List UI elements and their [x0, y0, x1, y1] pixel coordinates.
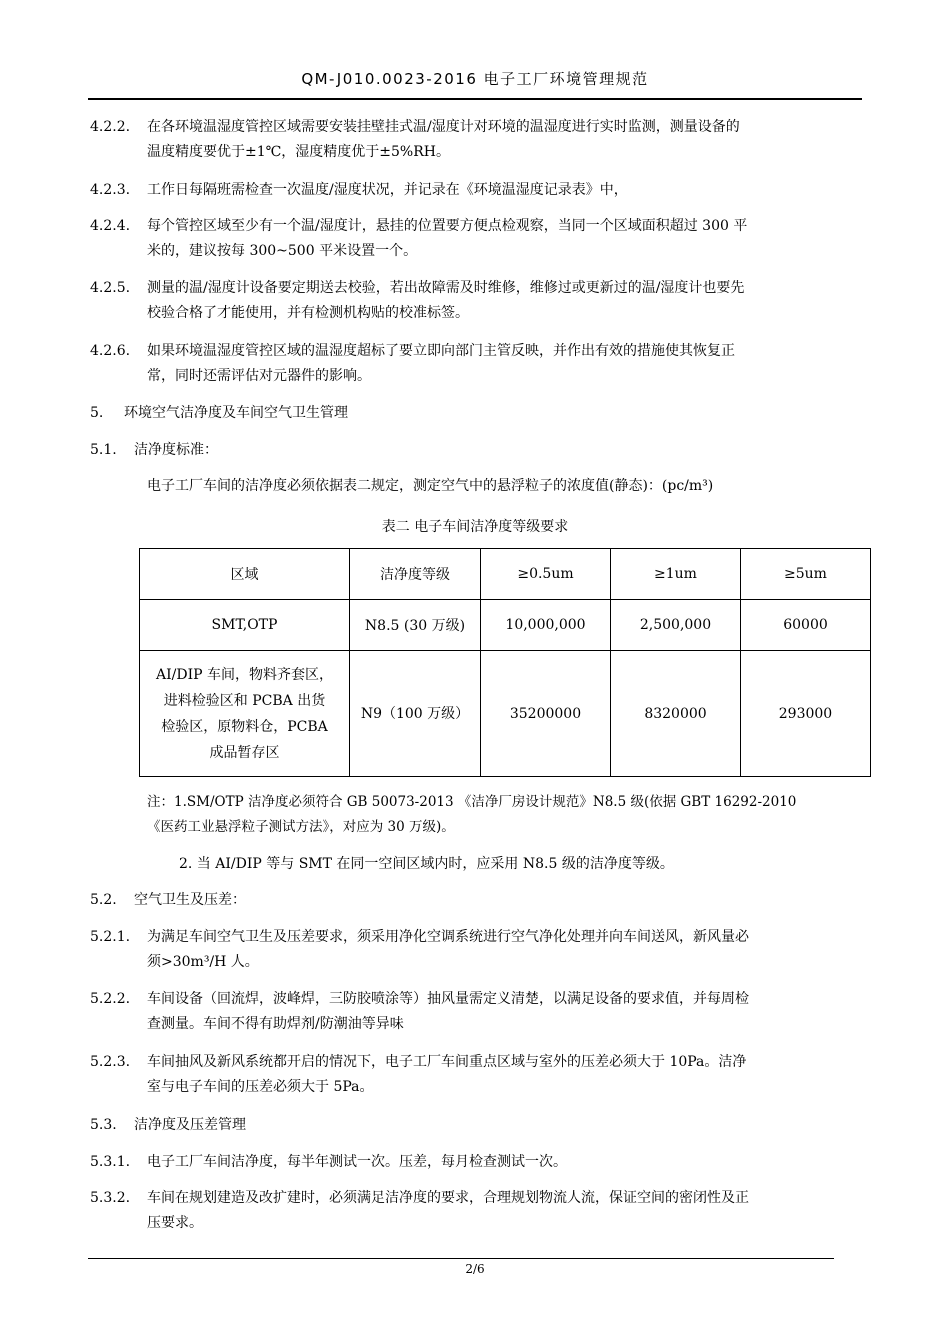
paragraph-line: 须>30m³/H 人。 — [147, 954, 259, 970]
document-title: QM-J010.0023-2016 电子工厂环境管理规范 — [301, 70, 649, 88]
paragraph-line: 每个管控区域至少有一个温/湿度计，悬挂的位置要方便点检观察，当同一个区域面积超过 300 平 — [147, 218, 748, 234]
table-header-row — [140, 549, 871, 600]
paragraph-number: 4.2.3. — [90, 182, 131, 198]
page-number: 2/6 — [465, 1262, 485, 1276]
paragraph-line: 工作日每隔班需检查一次温度/湿度状况，并记录在《环境温湿度记录表》中， — [147, 182, 628, 198]
paragraph-number: 5.2.2. — [90, 991, 131, 1007]
section-heading-5-2 — [90, 888, 862, 913]
table-header-cell: ≥5um — [741, 549, 871, 600]
header-divider — [88, 98, 862, 100]
paragraph-line: 车间在规划建造及改扩建时，必须满足洁净度的要求，合理规划物流人流，保证空间的密闭性及正 — [147, 1190, 749, 1206]
section-number: 5. — [90, 405, 104, 421]
paragraph-4-2-4 — [90, 214, 862, 264]
paragraph-line: 测量的温/湿度计设备要定期送去校验，若出故障需及时维修，维修过或更新过的温/湿度计也要先 — [147, 280, 745, 296]
section-heading-text: 环境空气洁净度及车间空气卫生管理 — [124, 405, 348, 421]
paragraph-5-3-2 — [90, 1186, 862, 1236]
footer-divider — [88, 1258, 834, 1259]
paragraph-line: 压要求。 — [147, 1215, 203, 1231]
section-number: 5.2. — [90, 892, 117, 908]
section-number: 5.1. — [90, 442, 117, 458]
table-row — [140, 651, 871, 777]
section-heading-text: 洁净度及压差管理 — [134, 1117, 246, 1133]
table-cell: 2,500,000 — [611, 600, 741, 651]
table-cell: N9（100 万级） — [350, 651, 481, 777]
paragraph-line: 车间设备（回流焊，波峰焊，三防胶喷涂等）抽风量需定义清楚，以满足设备的要求值，并每周检 — [147, 991, 749, 1007]
paragraph-line: 米的，建议按每 300~500 平米设置一个。 — [147, 243, 418, 259]
paragraph-line: 校验合格了才能使用，并有检测机构贴的校准标签。 — [147, 305, 469, 321]
paragraph-line: 电子工厂车间洁净度，每半年测试一次。压差，每月检查测试一次。 — [147, 1154, 567, 1170]
note-2: 2. 当 AI/DIP 等与 SMT 在同一空间区域内时，应采用 N8.5 级的洁净度等级。 — [179, 856, 674, 872]
table-cell: 293000 — [741, 651, 871, 777]
paragraph-line: 室与电子车间的压差必须大于 5Pa。 — [147, 1079, 374, 1095]
section-number: 5.3. — [90, 1117, 117, 1133]
table-header-cell: 洁净度等级 — [350, 549, 481, 600]
paragraph-5-2-1 — [90, 925, 862, 975]
paragraph-line: 常，同时还需评估对元器件的影响。 — [147, 368, 371, 384]
paragraph-number: 4.2.4. — [90, 218, 131, 234]
section-heading-text: 洁净度标准： — [134, 442, 218, 458]
paragraph-number: 5.3.2. — [90, 1190, 131, 1206]
note-1-line-1: 注：1.SM/OTP 洁净度必须符合 GB 50073-2013 《洁净厂房设计规范》N8.5 级(依据 GBT 16292-2010 — [147, 794, 797, 810]
paragraph-line: 查测量。车间不得有助焊剂/防潮油等异味 — [147, 1016, 404, 1032]
section-heading-text: 空气卫生及压差： — [134, 892, 246, 908]
paragraph-4-2-2 — [90, 115, 862, 165]
paragraph-number: 5.3.1. — [90, 1154, 131, 1170]
table-row — [140, 600, 871, 651]
cleanliness-table — [139, 548, 871, 777]
paragraph-5-2-2 — [90, 987, 862, 1037]
section-heading-5-1 — [90, 438, 862, 463]
paragraph-line: 如果环境温湿度管控区域的温湿度超标了要立即向部门主管反映，并作出有效的措施使其恢复正 — [147, 343, 735, 359]
table-cell: 10,000,000 — [481, 600, 611, 651]
paragraph-4-2-5 — [90, 276, 862, 326]
paragraph-number: 5.2.3. — [90, 1054, 131, 1070]
paragraph-number: 5.2.1. — [90, 929, 131, 945]
paragraph-number: 4.2.2. — [90, 119, 131, 135]
note-1-line-2: 《医药工业悬浮粒子测试方法》，对应为 30 万级)。 — [147, 819, 455, 835]
paragraph-5-3-1 — [90, 1150, 862, 1175]
paragraph-line: 温度精度要优于±1℃，湿度精度优于±5%RH。 — [147, 144, 450, 160]
section-heading-5 — [90, 401, 862, 426]
paragraph-number: 4.2.6. — [90, 343, 131, 359]
table-cell: 35200000 — [481, 651, 611, 777]
area-line: 成品暂存区 — [209, 744, 280, 761]
paragraph-4-2-3 — [90, 178, 862, 203]
paragraph-5-2-3 — [90, 1050, 862, 1100]
paragraph-line: 车间抽风及新风系统都开启的情况下，电子工厂车间重点区域与室外的压差必须大于 10Pa。洁净 — [147, 1054, 747, 1070]
table-cell: N8.5 (30 万级) — [350, 600, 481, 651]
intro-text: 电子工厂车间的洁净度必须依据表二规定，测定空气中的悬浮粒子的浓度值(静态)：(pc/m³) — [147, 478, 714, 494]
paragraph-line: 为满足车间空气卫生及压差要求，须采用净化空调系统进行空气净化处理并向车间送风，新风量必 — [147, 929, 749, 945]
paragraph-line: 在各环境温湿度管控区域需要安装挂壁挂式温/湿度计对环境的温湿度进行实时监测，测量设备的 — [147, 119, 740, 135]
table-cell-area — [140, 651, 350, 777]
paragraph-4-2-6 — [90, 339, 862, 389]
area-line: 进料检验区和 PCBA 出货 — [163, 692, 326, 709]
table-header-cell: 区域 — [140, 549, 350, 600]
area-line: 检验区，原物料仓，PCBA — [161, 718, 328, 735]
table-caption: 表二 电子车间洁净度等级要求 — [381, 519, 569, 535]
table-cell: 60000 — [741, 600, 871, 651]
table-header-cell: ≥0.5um — [481, 549, 611, 600]
area-line: AI/DIP 车间，物料齐套区， — [156, 666, 333, 683]
table-cell: SMT,OTP — [140, 600, 350, 651]
paragraph-number: 4.2.5. — [90, 280, 131, 296]
table-header-cell: ≥1um — [611, 549, 741, 600]
section-heading-5-3 — [90, 1113, 862, 1138]
table-cell: 8320000 — [611, 651, 741, 777]
